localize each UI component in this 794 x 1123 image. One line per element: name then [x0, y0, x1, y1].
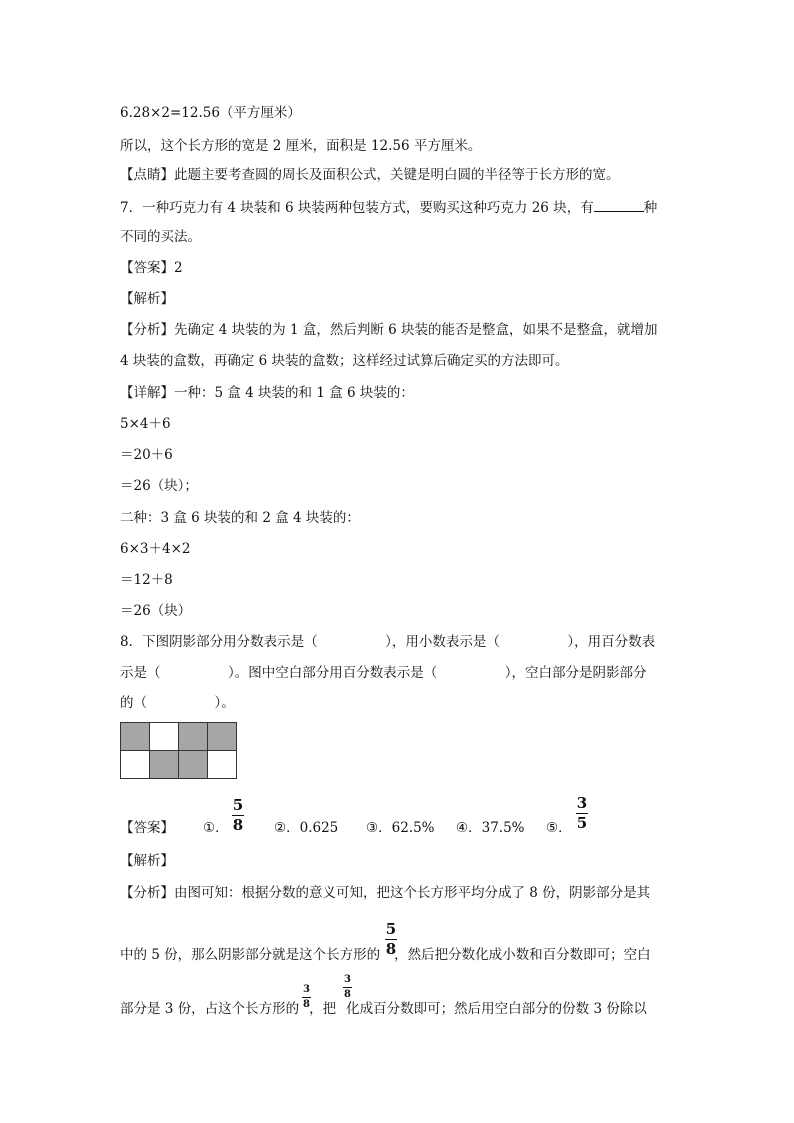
shaded-cell — [121, 723, 150, 751]
text-segment: ，然后把分数化成小数和百分数即可；空白 — [394, 947, 651, 963]
text-segment: 化成百分数即可；然后用空白部分的份数 3 份除以 — [346, 1001, 647, 1017]
text-line: 所以，这个长方形的宽是 2 厘米，面积是 12.56 平方厘米。 — [120, 138, 482, 154]
shaded-rectangle-figure — [120, 722, 237, 779]
fraction-bar — [343, 987, 352, 988]
fraction-three-fifths — [576, 796, 588, 831]
text-line: 【详解】一种：5 盒 4 块装的和 1 盒 6 块装的： — [120, 385, 414, 401]
analysis-heading: 【解析】 — [120, 291, 174, 307]
blank-cell — [208, 751, 237, 779]
question-7-line — [120, 198, 657, 217]
question-7-text: 7．一种巧克力有 4 块装和 6 块装两种包装方式，要购买这种巧克力 26 块，有 — [120, 200, 594, 216]
question-8-line: 的（ ）。 — [120, 695, 235, 711]
answer-item-2: ②．0.625 — [274, 820, 339, 836]
fraction-three-eighths — [302, 985, 311, 1010]
answer-label: 【答案】 — [120, 820, 174, 836]
text-line: 【分析】由图可知：根据分数的意义可知，把这个长方形平均分成了 8 份，阴影部分是其 — [120, 885, 651, 901]
question-7-text-end: 种 — [643, 200, 658, 216]
denominator: 5 — [576, 814, 588, 832]
math-line: 5×4＋6 — [120, 416, 171, 432]
shaded-cell — [179, 751, 208, 779]
shaded-cell — [150, 751, 179, 779]
fraction-five-eighths — [232, 798, 244, 833]
question-8-line: 示是（ ）。图中空白部分用百分数表示是（ ），空白部分是阴影部分 — [120, 665, 647, 681]
text-line: 【分析】先确定 4 块装的为 1 盒，然后判断 6 块装的能否是整盒，如果不是整盒，就增加 — [120, 322, 658, 338]
numerator: 3 — [303, 984, 310, 995]
text-line: 二种：3 盒 6 块装的和 2 盒 4 块装的： — [120, 510, 360, 526]
text-line: 不同的买法。 — [120, 229, 201, 245]
shaded-cell — [208, 723, 237, 751]
numerator: 3 — [344, 974, 351, 985]
numerator: 5 — [232, 796, 244, 814]
math-line: 6×3＋4×2 — [120, 541, 191, 557]
answer-item-4: ④．37.5% — [456, 820, 525, 836]
answer-item-5: ⑤． — [546, 820, 572, 836]
text-segment: ，把 — [309, 1001, 337, 1017]
denominator: 8 — [232, 816, 244, 834]
text-segment: 中的 5 份，那么阴影部分就是这个长方形的 — [120, 947, 381, 963]
numerator: 5 — [385, 920, 397, 938]
shaded-cell — [179, 723, 208, 751]
blank-cell — [150, 723, 179, 751]
text-segment: 部分是 3 份，占这个长方形的 — [120, 1001, 300, 1017]
math-line: ＝26（块） — [120, 603, 192, 619]
numerator: 3 — [576, 794, 588, 812]
math-line: ＝20＋6 — [120, 447, 173, 463]
question-8-line: 8．下图阴影部分用分数表示是（ ），用小数表示是（ ），用百分数表 — [120, 634, 656, 650]
analysis-heading: 【解析】 — [120, 853, 174, 869]
blank-cell — [121, 751, 150, 779]
answer-line: 【答案】2 — [120, 260, 183, 276]
denominator: 8 — [385, 940, 397, 958]
answer-item-3: ③．62.5% — [366, 820, 435, 836]
analysis-line-3 — [120, 1000, 647, 1018]
denominator: 8 — [303, 999, 310, 1010]
text-line: 6.28×2=12.56（平方厘米） — [120, 105, 301, 121]
math-line: ＝26（块）； — [120, 478, 198, 494]
text-line: 4 块装的盒数，再确定 6 块装的盒数；这样经过试算后确定买的方法即可。 — [120, 353, 569, 369]
math-line: ＝12＋8 — [120, 572, 173, 588]
fraction-five-eighths — [385, 922, 397, 957]
denominator: 8 — [344, 989, 351, 1000]
fraction-three-eighths — [343, 975, 352, 1000]
answer-item-1: ①． — [203, 820, 229, 836]
answer-blank — [594, 198, 644, 212]
text-line: 【点睛】此题主要考查圆的周长及面积公式，关键是明白圆的半径等于长方形的宽。 — [120, 167, 620, 183]
fraction-bar — [302, 997, 311, 998]
